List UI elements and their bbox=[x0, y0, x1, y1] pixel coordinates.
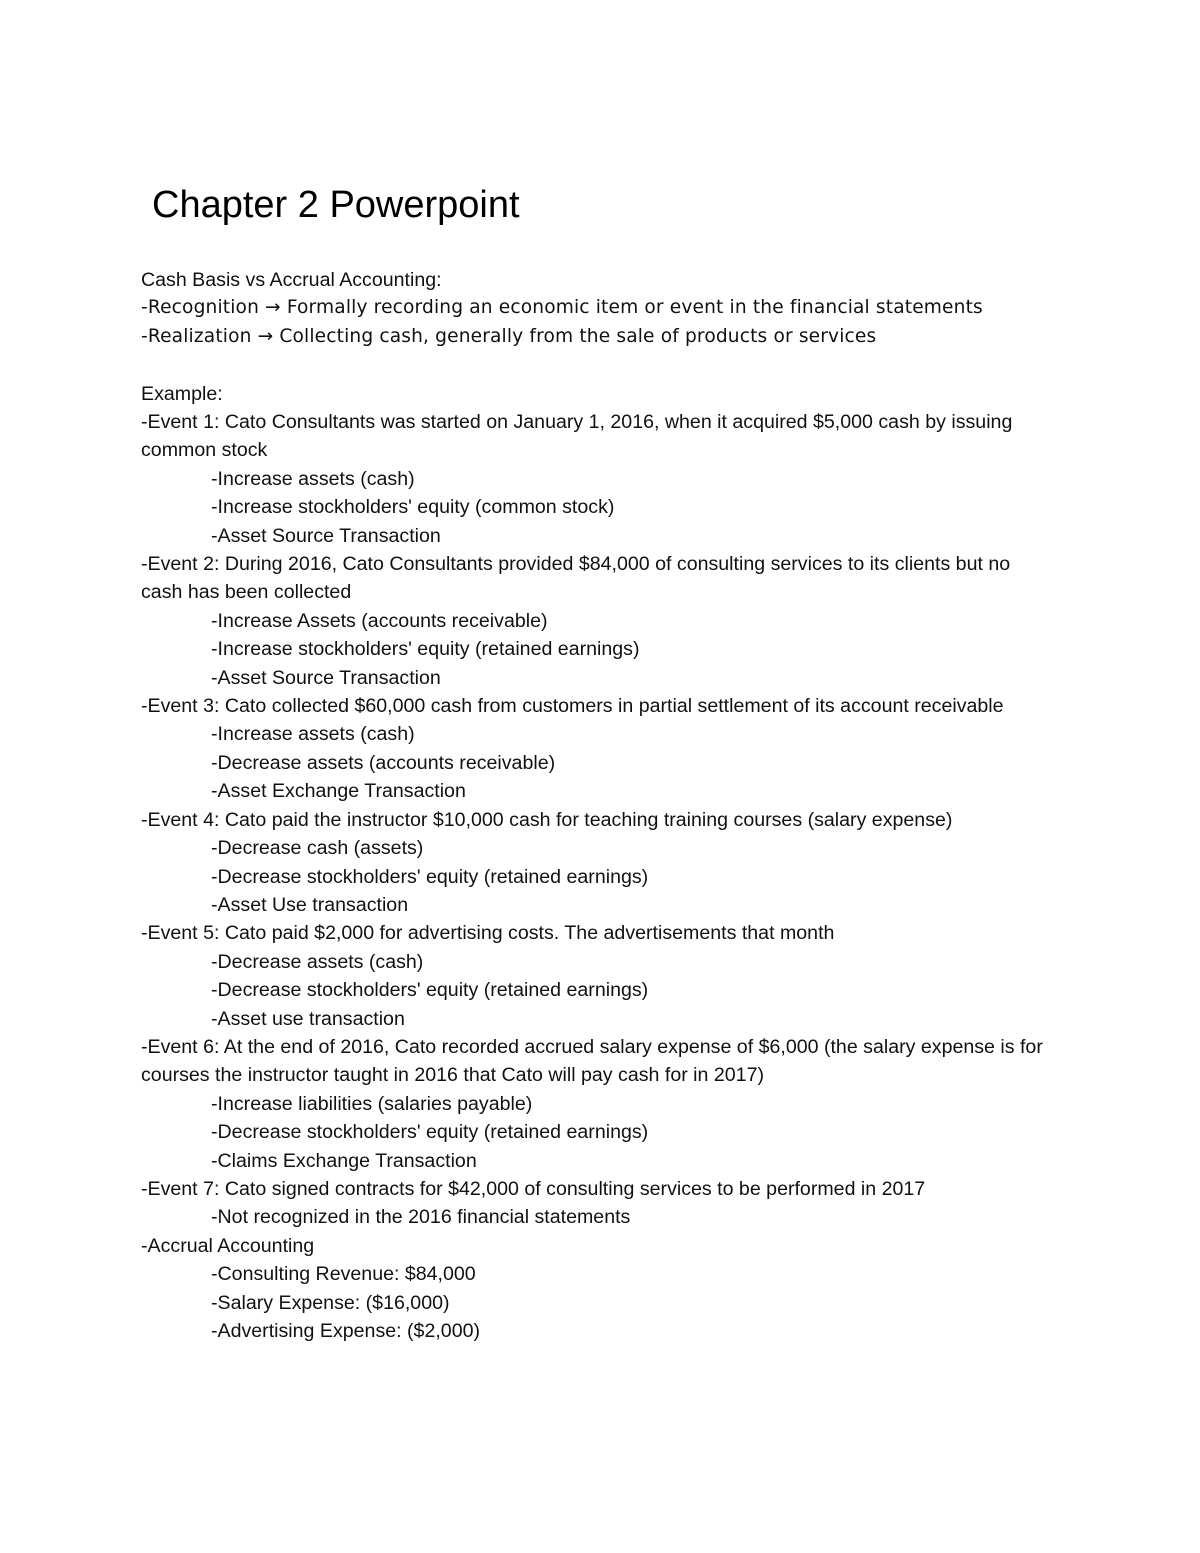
event-3-effect: -Decrease assets (accounts receivable) bbox=[211, 751, 556, 774]
event-2-effect: -Asset Source Transaction bbox=[211, 666, 441, 689]
event-4-effect: -Decrease stockholders' equity (retained earnings) bbox=[211, 865, 649, 888]
event-5: -Event 5: Cato paid $2,000 for advertising costs. The advertisements that month bbox=[141, 922, 835, 945]
event-1-effect: -Asset Source Transaction bbox=[211, 524, 441, 547]
event-1-effect: -Increase assets (cash) bbox=[211, 467, 415, 490]
event-5-effect: -Decrease assets (cash) bbox=[211, 950, 424, 973]
event-7: -Event 7: Cato signed contracts for $42,000 of consulting services to be performed in 2017 bbox=[141, 1177, 926, 1200]
event-7-effect: -Not recognized in the 2016 financial statements bbox=[211, 1206, 631, 1229]
event-6-effect: -Decrease stockholders' equity (retained earnings) bbox=[211, 1121, 649, 1144]
example-label: Example: bbox=[141, 382, 223, 405]
intro-heading: Cash Basis vs Accrual Accounting: bbox=[141, 269, 442, 291]
event-2-effect: -Increase stockholders' equity (retained earnings) bbox=[211, 638, 640, 661]
event-6-effect: -Claims Exchange Transaction bbox=[211, 1149, 477, 1172]
event-4-effect: -Asset Use transaction bbox=[211, 893, 409, 916]
accrual-item: -Consulting Revenue: $84,000 bbox=[211, 1263, 476, 1286]
event-3-effect: -Increase assets (cash) bbox=[211, 723, 415, 746]
event-6-effect: -Increase liabilities (salaries payable) bbox=[211, 1092, 533, 1115]
realization-definition: -Realization → Collecting cash, generally from the sale of products or services bbox=[141, 325, 877, 347]
accrual-accounting-label: -Accrual Accounting bbox=[141, 1234, 315, 1257]
page-title: Chapter 2 Powerpoint bbox=[152, 184, 520, 226]
recognition-definition: -Recognition → Formally recording an economic item or event in the financial statements bbox=[141, 297, 983, 319]
spacer bbox=[141, 351, 1051, 379]
event-1-effect: -Increase stockholders' equity (common stock) bbox=[211, 496, 615, 519]
event-5-effect: -Asset use transaction bbox=[211, 1007, 405, 1030]
event-4-effect: -Decrease cash (assets) bbox=[211, 837, 424, 860]
event-3: -Event 3: Cato collected $60,000 cash from customers in partial settlement of its account receivable bbox=[141, 695, 1004, 718]
event-5-effect: -Decrease stockholders' equity (retained earnings) bbox=[211, 979, 649, 1002]
event-2: -Event 2: During 2016, Cato Consultants provided $84,000 of consulting services to its clients but no cash has been collected bbox=[141, 553, 1011, 604]
event-1: -Event 1: Cato Consultants was started on January 1, 2016, when it acquired $5,000 cash by issuing common stock bbox=[141, 411, 1013, 462]
document-body bbox=[141, 266, 1051, 1345]
event-3-effect: -Asset Exchange Transaction bbox=[211, 780, 466, 803]
event-4: -Event 4: Cato paid the instructor $10,000 cash for teaching training courses (salary expense) bbox=[141, 808, 953, 831]
accrual-item: -Advertising Expense: ($2,000) bbox=[211, 1320, 481, 1343]
accrual-item: -Salary Expense: ($16,000) bbox=[211, 1291, 450, 1314]
event-2-effect: -Increase Assets (accounts receivable) bbox=[211, 609, 548, 632]
event-6: -Event 6: At the end of 2016, Cato recorded accrued salary expense of $6,000 (the salary expense is for courses the instructor taught in 2016 that Cato will pay cash for in 2017) bbox=[141, 1035, 1043, 1087]
